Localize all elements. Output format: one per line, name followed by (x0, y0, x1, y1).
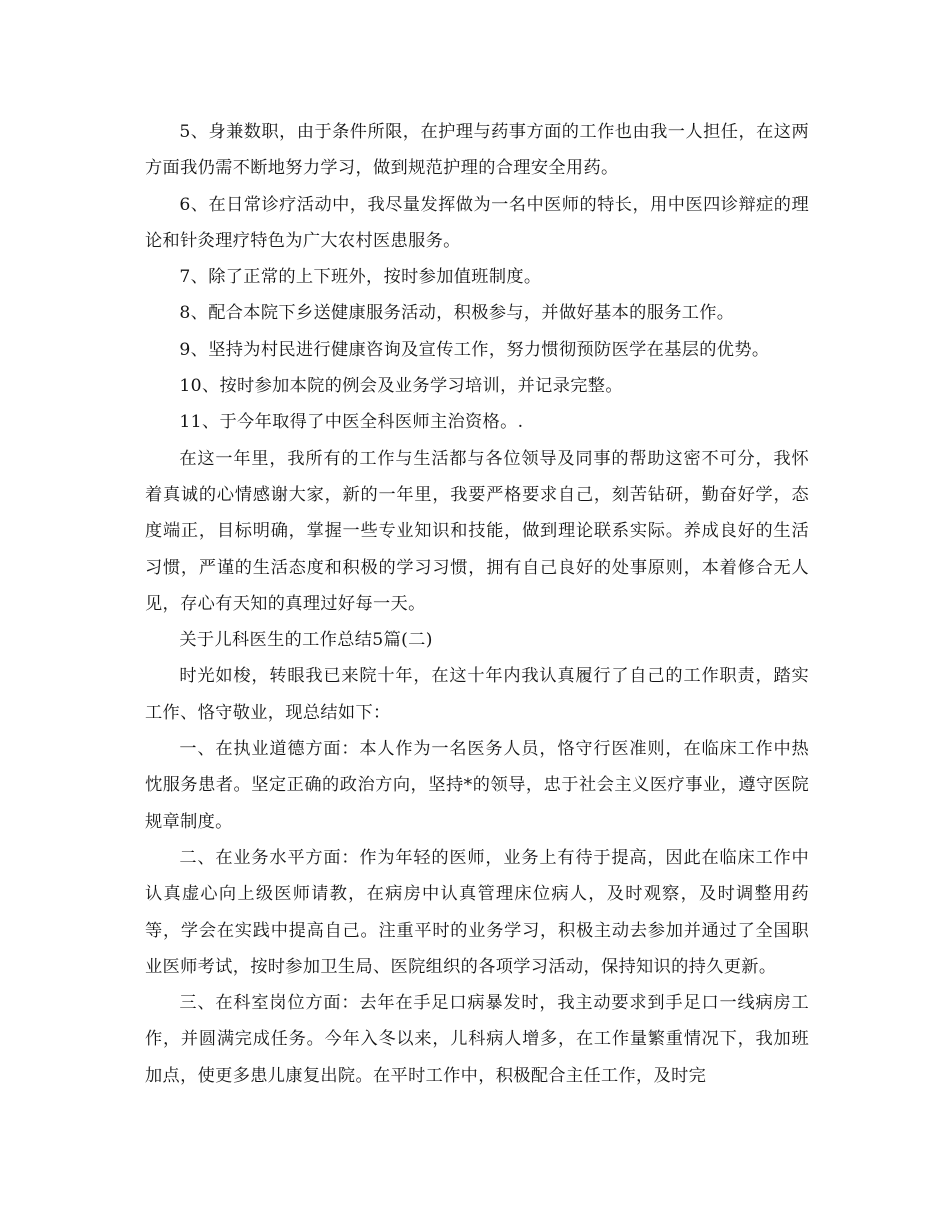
paragraph-intro: 时光如梭，转眼我已来院十年，在这十年内我认真履行了自己的工作职责，踏实工作、恪守敬业，现总结如下： (145, 666, 809, 723)
paragraph-ethics: 一、在执业道德方面：本人作为一名医务人员，恪守行医准则，在临床工作中热忱服务患者。坚定正确的政治方向，坚持*的领导，忠于社会主义医疗事业，遵守医院规章制度。 (145, 739, 809, 832)
paragraph-item-5: 5、身兼数职，由于条件所限，在护理与药事方面的工作也由我一人担任，在这两方面我仍需不断地努力学习，做到规范护理的合理安全用药。 (145, 122, 809, 179)
section-heading: 关于儿科医生的工作总结5篇(二) (179, 630, 433, 651)
paragraph-department: 三、在科室岗位方面：去年在手足口病暴发时，我主动要求到手足口一线病房工作，并圆满完成任务。今年入冬以来，儿科病人增多，在工作量繁重情况下，我加班加点，使更多患儿康复出院。在平时工作中，积极配合主任工作，及时完 (145, 993, 809, 1086)
paragraph-item-11: 11、于今年取得了中医全科医师主治资格。. (179, 412, 524, 433)
paragraph-summary: 在这一年里，我所有的工作与生活都与各位领导及同事的帮助这密不可分，我怀着真诚的心情感谢大家，新的一年里，我要严格要求自己，刻苦钻研，勤奋好学，态度端正，目标明确，掌握一些专业知识和技能，做到理论联系实际。养成良好的生活习惯，严谨的生活态度和积极的学习习惯，拥有自己良好的处事原则，本着修合无人见，存心有天知的真理过好每一天。 (145, 448, 809, 614)
paragraph-item-9: 9、坚持为村民进行健康咨询及宣传工作，努力惯彻预防医学在基层的优势。 (179, 339, 770, 360)
paragraph-item-10: 10、按时参加本院的例会及业务学习培训，并记录完整。 (179, 376, 623, 397)
document-body (145, 114, 809, 1094)
paragraph-item-7: 7、除了正常的上下班外，按时参加值班制度。 (179, 267, 542, 288)
paragraph-item-6: 6、在日常诊疗活动中，我尽量发挥做为一名中医师的特长，用中医四诊辩症的理论和针灸理疗特色为广大农村医患服务。 (145, 194, 809, 251)
paragraph-skills: 二、在业务水平方面：作为年轻的医师，业务上有待于提高，因此在临床工作中认真虚心向上级医师请教，在病房中认真管理床位病人，及时观察，及时调整用药等，学会在实践中提高自己。注重平时的业务学习，积极主动去参加并通过了全国职业医师考试，按时参加卫生局、医院组织的各项学习活动，保持知识的持久更新。 (145, 847, 809, 977)
paragraph-item-8: 8、配合本院下乡送健康服务活动，积极参与，并做好基本的服务工作。 (179, 303, 735, 324)
